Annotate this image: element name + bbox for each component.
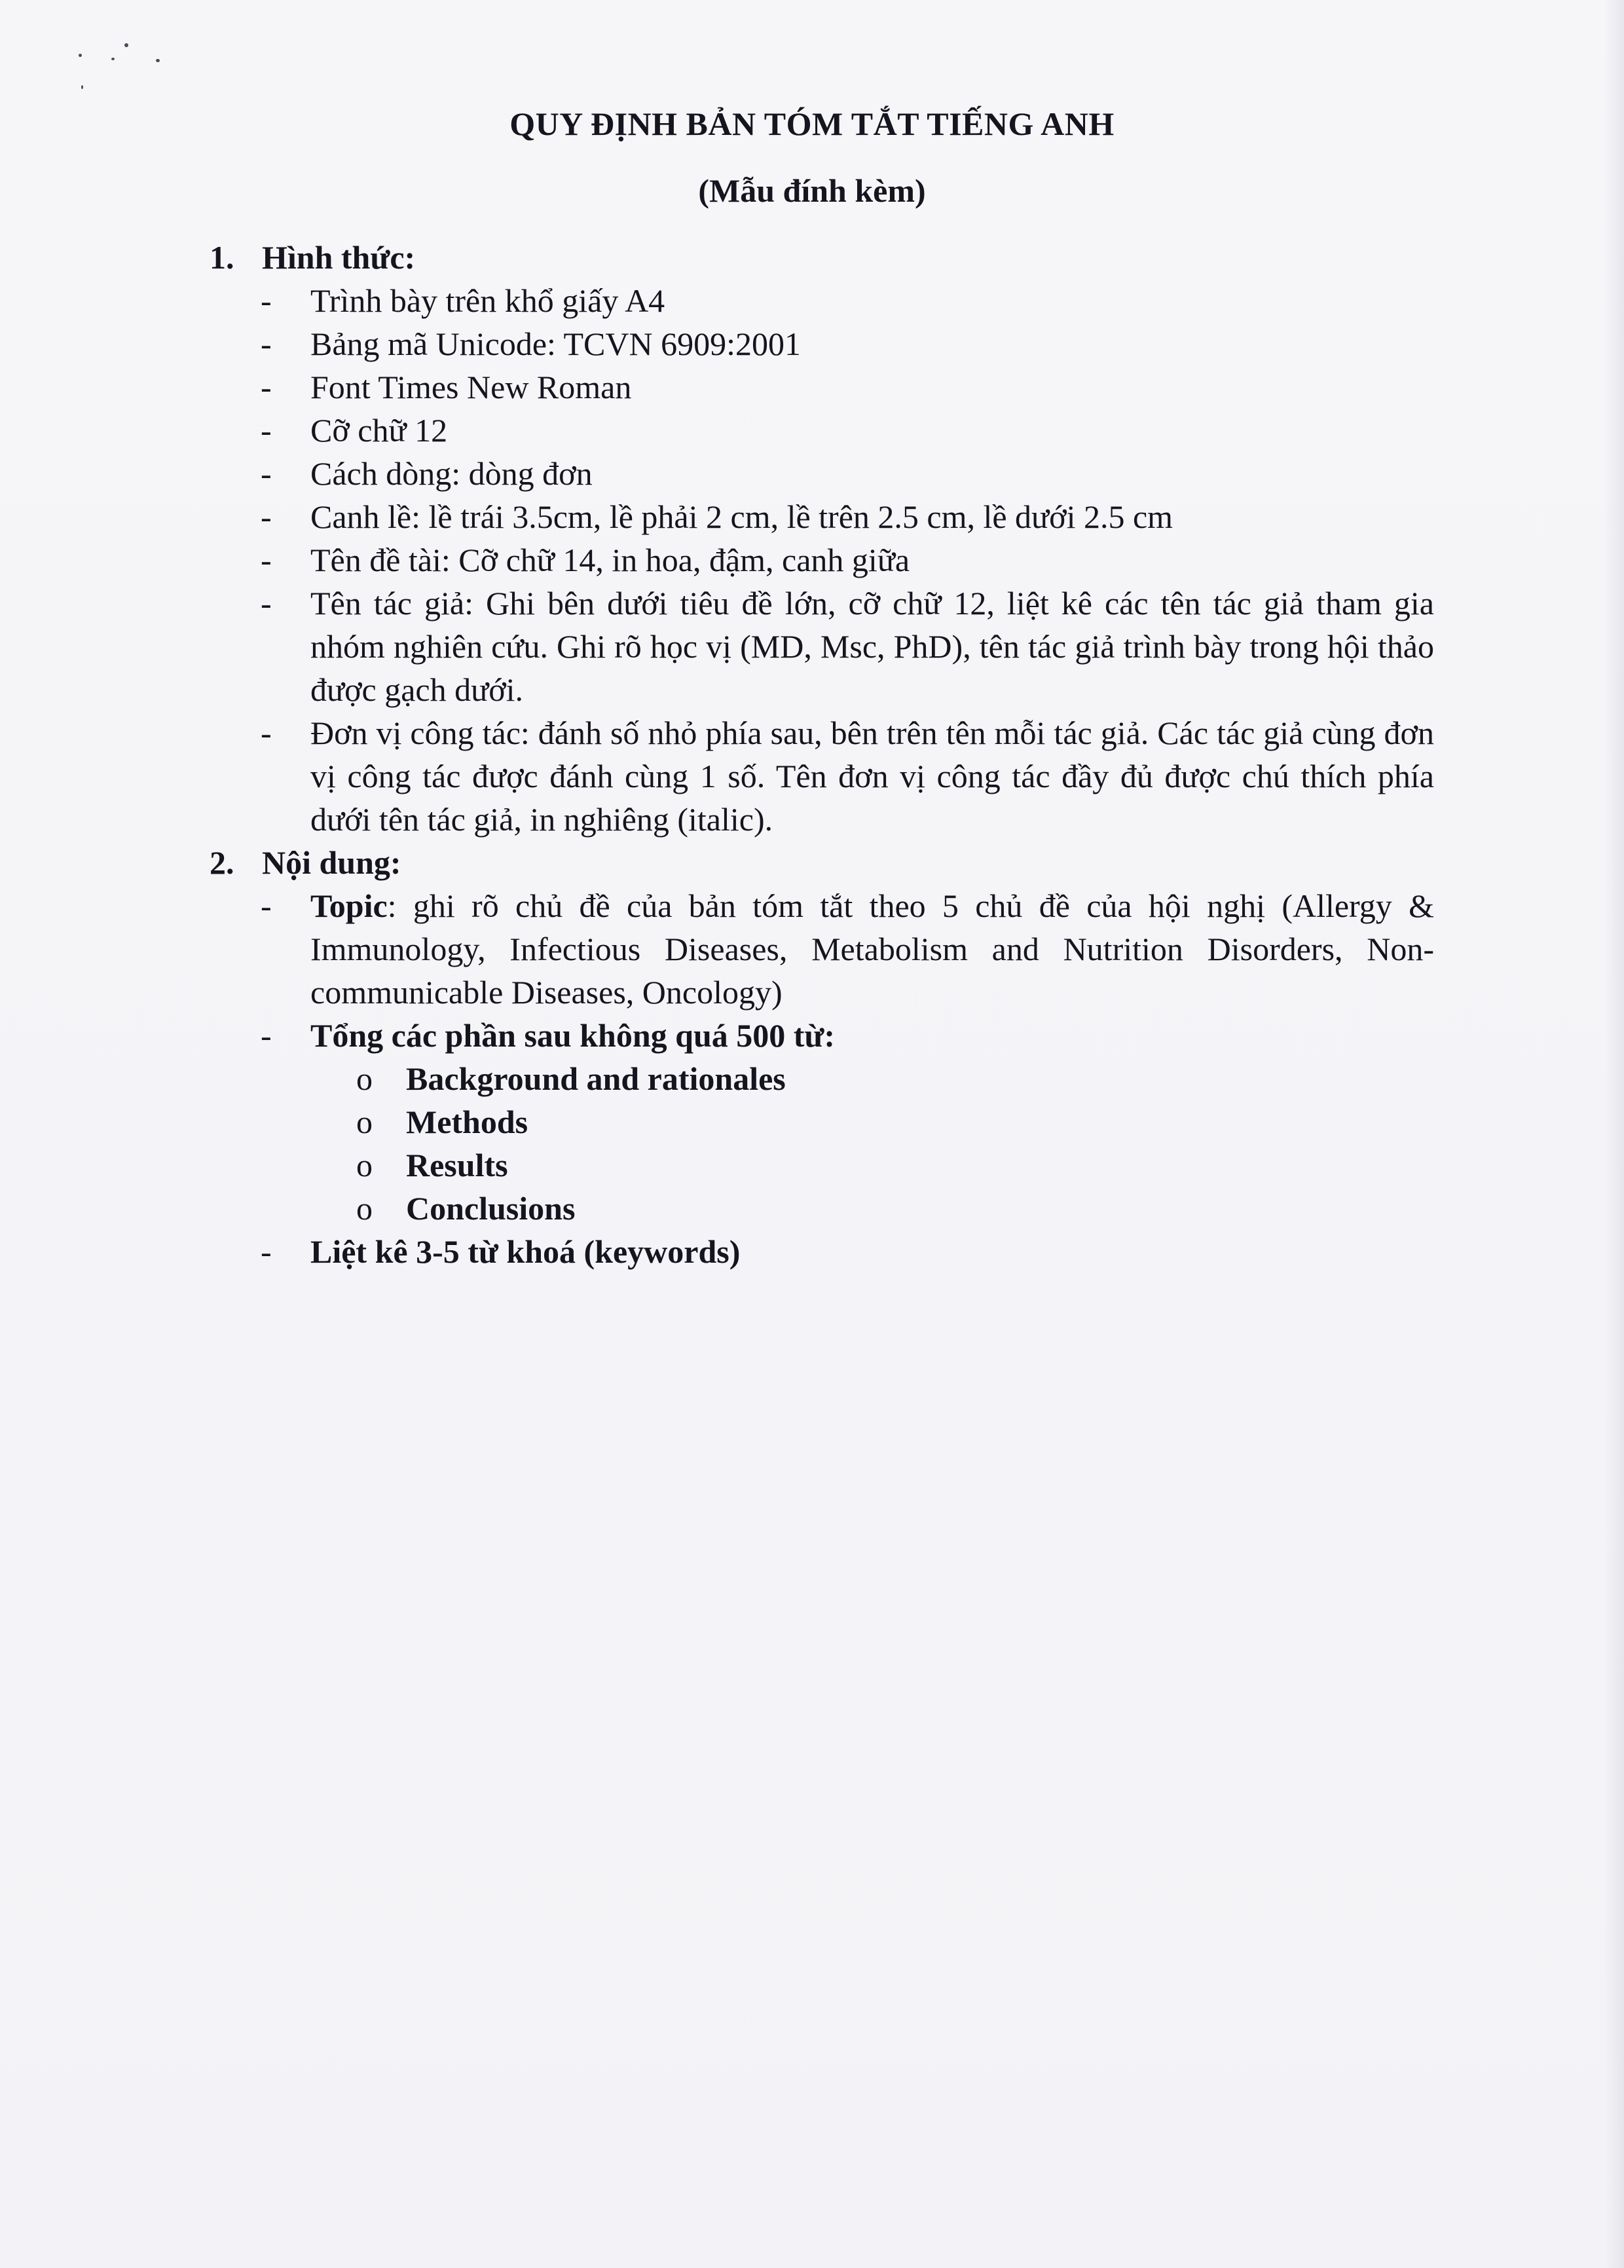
list-item — [210, 452, 1434, 495]
list-item — [210, 322, 1434, 365]
list-item-text: Cách dòng: dòng đơn — [310, 455, 593, 492]
list-item — [210, 279, 1434, 322]
sub-list-item-text: Results — [406, 1147, 508, 1183]
dash-bullet: - — [261, 542, 272, 578]
dash-bullet: - — [261, 455, 272, 492]
dash-bullet: - — [261, 325, 272, 362]
dash-bullet: - — [261, 498, 272, 535]
section-heading-content — [210, 841, 1434, 884]
sub-list-item — [210, 1057, 1434, 1100]
list-item-text: Tổng các phần sau không quá 500 từ: — [310, 1017, 836, 1054]
document-subtitle: (Mẫu đính kèm) — [698, 172, 926, 209]
dash-bullet: - — [261, 412, 272, 449]
list-item-text: Font Times New Roman — [310, 369, 632, 405]
list-item-text: Canh lề: lề trái 3.5cm, lề phải 2 cm, lề trên 2.5 cm, lề dưới 2.5 cm — [310, 498, 1173, 535]
document-title: QUY ĐỊNH BẢN TÓM TẮT TIẾNG ANH — [509, 105, 1115, 142]
document-body — [210, 236, 1434, 1273]
section-number: 1. — [210, 239, 234, 276]
list-item-text: Đơn vị công tác: đánh số nhỏ phía sau, bên trên tên mỗi tác giả. Các tác giả cùng đơn vị công tác được đánh cùng 1 số. Tên đơn vị công tác đầy đủ được chú thích phía dưới tên tác giả, in nghiêng (italic). — [310, 715, 1434, 838]
list-item — [210, 365, 1434, 409]
list-item-text — [310, 884, 1434, 1014]
list-item-text: Tên đề tài: Cỡ chữ 14, in hoa, đậm, canh giữa — [310, 542, 910, 578]
scan-specks — [79, 39, 183, 98]
list-item-text: Cỡ chữ 12 — [310, 412, 448, 449]
sub-list-item-text: Background and rationales — [406, 1060, 786, 1097]
section-title: Nội dung: — [262, 844, 401, 881]
dash-bullet: - — [261, 282, 272, 319]
list-item-text: Bảng mã Unicode: TCVN 6909:2001 — [310, 325, 801, 362]
list-item — [210, 538, 1434, 582]
circle-bullet: o — [356, 1104, 373, 1140]
circle-bullet: o — [356, 1060, 373, 1097]
list-item — [210, 582, 1434, 711]
list-item — [210, 495, 1434, 538]
section-number: 2. — [210, 844, 234, 881]
sub-list-item — [210, 1143, 1434, 1187]
sub-list-item — [210, 1187, 1434, 1230]
circle-bullet: o — [356, 1190, 373, 1227]
dash-bullet: - — [261, 1233, 272, 1270]
list-item-text: Liệt kê 3-5 từ khoá (keywords) — [310, 1233, 741, 1270]
section-title: Hình thức: — [262, 239, 416, 276]
list-item-text: Trình bày trên khổ giấy A4 — [310, 282, 665, 319]
circle-bullet: o — [356, 1147, 373, 1183]
list-item-text: Tên tác giả: Ghi bên dưới tiêu đề lớn, cỡ chữ 12, liệt kê các tên tác giả tham gia nhóm nghiên cứu. Ghi rõ học vị (MD, Msc, PhD), tên tác giả trình bày trong hội thảo được gạch dưới. — [310, 585, 1434, 708]
list-item-topic — [210, 884, 1434, 1014]
sub-list-item-text: Conclusions — [406, 1190, 576, 1227]
dash-bullet: - — [261, 887, 272, 924]
dash-bullet: - — [261, 715, 272, 751]
list-item-keywords — [210, 1230, 1434, 1273]
list-item — [210, 711, 1434, 841]
topic-text: : ghi rõ chủ đề của bản tóm tắt theo 5 chủ đề của hội nghị (Allergy & Immunology, Infectious Diseases, Metabolism and Nutrition Disorders, Non-communicable Diseases, Oncology) — [310, 887, 1434, 1011]
list-item-summary — [210, 1014, 1434, 1057]
list-item — [210, 409, 1434, 452]
topic-label: Topic — [310, 887, 388, 924]
dash-bullet: - — [261, 369, 272, 405]
dash-bullet: - — [261, 585, 272, 622]
sub-list-item-text: Methods — [406, 1104, 528, 1140]
sub-list-item — [210, 1100, 1434, 1143]
section-heading-format — [210, 236, 1434, 279]
dash-bullet: - — [261, 1017, 272, 1054]
